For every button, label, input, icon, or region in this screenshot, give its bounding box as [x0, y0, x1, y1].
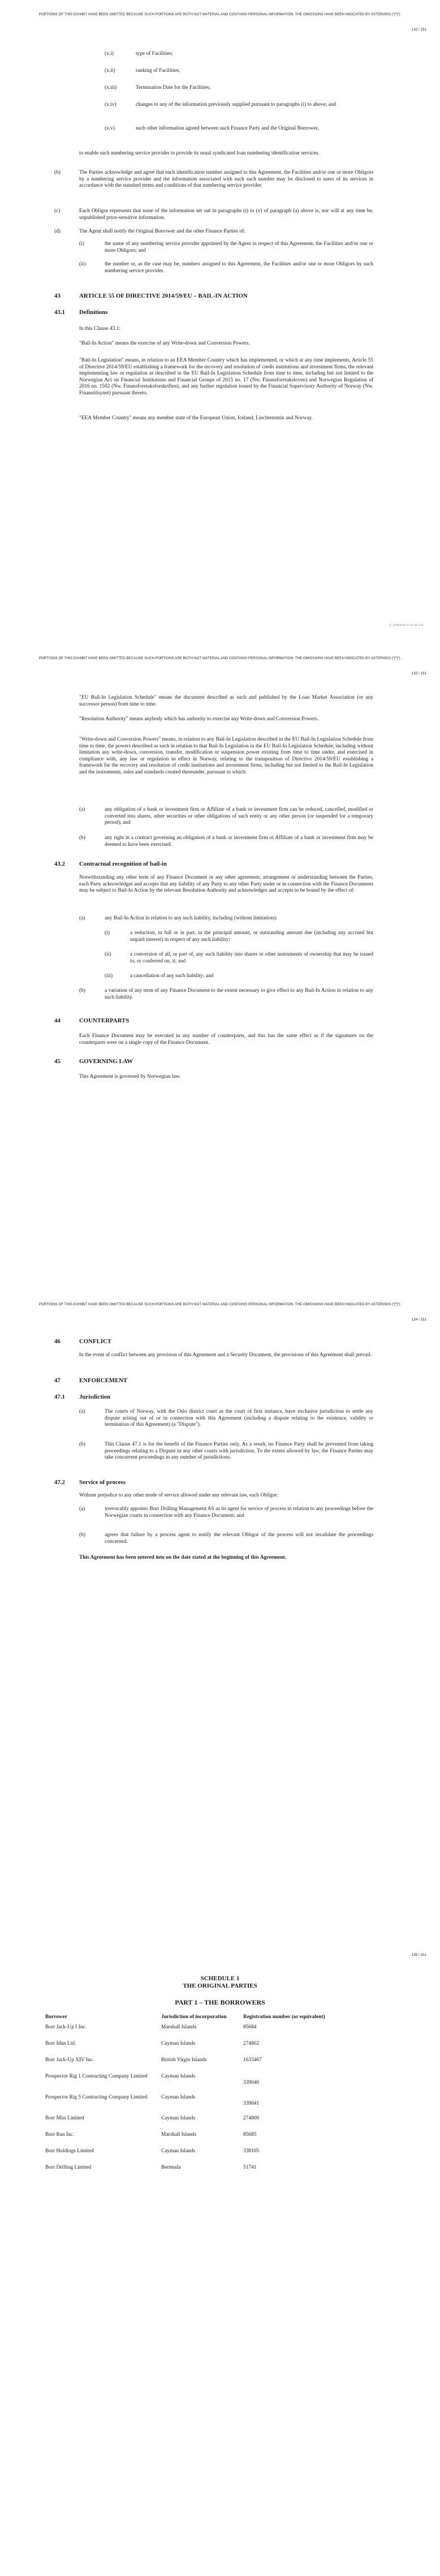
page-number: 134 / 151 [411, 1318, 426, 1322]
part-title: PART 1 – THE BORROWERS [175, 1998, 265, 2006]
paragraph: Without prejudice to any other mode of service allowed under any relevant law, each Obligor: [79, 1493, 279, 1498]
item-label: (x.v) [105, 126, 115, 131]
cell-reg: 338105 [243, 2148, 260, 2154]
col-jurisdiction: Jurisdiction of incorporation [161, 2014, 227, 2020]
borrowers-table [45, 2014, 379, 2181]
section-heading: GOVERNING LAW [79, 1058, 133, 1065]
section-number: 44 [54, 1017, 61, 1024]
cell-borrower: Borr Holdings Limited [45, 2148, 94, 2154]
cell-jurisdiction: Cayman Islands [161, 2115, 196, 2121]
cell-jurisdiction: Bermuda [161, 2165, 181, 2170]
cell-jurisdiction: Cayman Islands [161, 2148, 196, 2154]
table-row [45, 2041, 379, 2057]
closing-statement: This Agreement has been entered into on the date stated at the beginning of this Agreement. [79, 1555, 287, 1560]
item-label: (b) [79, 988, 85, 994]
section-number: 43 [54, 293, 61, 299]
section-number: 47 [54, 1377, 61, 1384]
paragraph: In the event of conflict between any provision of this Agreement and a Security Document, the provisions of this Agreement shall prevail. [79, 1352, 372, 1358]
page-number: 135 / 151 [411, 1953, 426, 1957]
paragraph: The Parties acknowledge and agree that each identification number assigned to this Agreement, the Facilities and/or one or more Obligors by a numbering service provider and the information associated with each such number may be disclosed to users of its services in accordance with the standard terms and conditions of that numbering service provider. [79, 170, 373, 189]
cell-jurisdiction: Marshall Islands [161, 2132, 197, 2138]
cell-reg: 339041 [243, 2101, 260, 2106]
table-row [45, 2165, 379, 2181]
cell-borrower: Borr Jack-Up I Inc. [45, 2024, 87, 2030]
paragraph: a cancellation of any such liability; and [130, 973, 214, 979]
cell-borrower: Prospector Rig 1 Contracting Company Limited [45, 2074, 148, 2079]
section-heading: Jurisdiction [79, 1394, 111, 1400]
section-heading: Definitions [79, 309, 108, 316]
cell-borrower: Borr Idun Ltd. [45, 2041, 76, 2046]
cell-reg: 274802 [243, 2041, 260, 2046]
paragraph: a conversion of all, or part of, any such liability into shares or other instruments of ownership that may be issued to, or conferred on, it; and [130, 952, 373, 964]
footer-ref: [L_0723/24.56.17.22.431-1.0] [389, 623, 423, 626]
cell-borrower: Prospector Rig 5 Contracting Company Limited [45, 2095, 148, 2100]
section-number: 45 [54, 1058, 61, 1065]
page-number: 132 / 151 [411, 28, 426, 32]
confidentiality-banner: PORTIONS OF THIS EXHIBIT HAVE BEEN OMITTED BECAUSE SUCH PORTIONS ARE BOTH NOT MATERIAL AND CONTAINS PERSONAL INFORMATION. THE OMISSIONS HAVE BEEN INDICATED BY ASTERISKS ("[*]"). [38, 656, 402, 660]
page-3 [0, 1290, 440, 1935]
item-text: ranking of Facilities; [136, 68, 180, 74]
definition: "Resolution Authority" means anybody which has authority to exercise any Write-down and Conversion Powers. [79, 716, 319, 722]
table-row [45, 2074, 379, 2095]
cell-jurisdiction: Cayman Islands [161, 2095, 196, 2100]
cell-reg: 1633467 [243, 2057, 262, 2063]
item-text: changes to any of the information previously supplied pursuant to paragraphs (i) to above; and [136, 102, 337, 107]
item-text: type of Facilities; [136, 51, 173, 57]
cell-reg: 274800 [243, 2115, 260, 2121]
item-label: (ii) [79, 261, 86, 267]
cell-borrower: Borr Ran Inc. [45, 2132, 75, 2138]
item-label: (d) [54, 229, 61, 234]
page-2 [0, 645, 440, 1290]
item-label: (b) [79, 1442, 85, 1447]
paragraph: a variation of any term of any Finance Document to the extent necessary to give effect to any Bail-In Action in relation to any such liability. [105, 988, 373, 1000]
table-row [45, 2132, 379, 2148]
cell-jurisdiction: British Virgin Islands [161, 2057, 207, 2063]
col-borrower: Borrower [45, 2014, 67, 2020]
paragraph: Notwithstanding any other term of any Finance Document or any other agreement, arrangement or understanding between the Parties, each Party acknowledges and accepts that any liability of any Party to any other Party under or in connection with the Finance Documents may be subject to Bail-In Action by the relevant Resolution Authority and acknowledges and accepts to be bound by the effect of: [79, 875, 373, 894]
paragraph: any right in a contract governing an obligation of a bank or investment firm or Affiliate of a bank or investment firm may be deemed to have been exercised. [105, 835, 373, 848]
item-label: (b) [79, 835, 85, 841]
item-text: such other information agreed between such Finance Party and the Original Borrower, [136, 126, 319, 131]
item-label: (x.iv) [105, 102, 117, 107]
item-label: (b) [54, 170, 61, 175]
section-heading: Service of process [79, 1479, 126, 1486]
cell-jurisdiction: Cayman Islands [161, 2074, 196, 2079]
item-label: (a) [79, 807, 85, 812]
item-label: (a) [79, 915, 85, 921]
item-label: (i) [79, 241, 84, 247]
definition: "Bail-In Action" means the exercise of any Write-down and Conversion Powers. [79, 341, 250, 346]
confidentiality-banner: PORTIONS OF THIS EXHIBIT HAVE BEEN OMITTED BECAUSE SUCH PORTIONS ARE BOTH NOT MATERIAL AND CONTAINS PERSONAL INFORMATION. THE OMISSIONS HAVE BEEN INDICATED BY ASTERISKS ("[*]"). [38, 1302, 402, 1306]
item-label: (c) [54, 208, 61, 214]
item-label: (iii) [105, 973, 113, 979]
section-number: 43.1 [54, 309, 65, 316]
paragraph: any Bail-In Action in relation to any such liability, including (without limitation): [105, 915, 278, 921]
paragraph: This Agreement is governed by Norwegian law. [79, 1074, 181, 1080]
definition: "EU Bail-In Legislation Schedule" means the document described as such and published by the Loan Market Association (or any successor person) from time to time. [79, 695, 373, 707]
table-row [45, 2095, 379, 2115]
table-row [45, 2024, 379, 2041]
definition: "Write-down and Conversion Powers" means, in relation to any Bail-In Legislation described in the EU Bail-In Legislation Schedule from time to time, the powers described as such in relation to that Bail-In Legislation in the EU Bail-In Legislation Schedule, including without limitation any write-down, conversion, transfer, modification or suspension power existing from time to time under, and exercised in compliance with, any law or regulation in effect in Norway, relating to the transposition of Directive 2014/59/EU establishing a framework for the recovery and resolution of credit institutions and investment firms, including but not limited to the Bail-In Legislation and the instruments, rules and standards created thereunder, pursuant to which: [79, 737, 373, 775]
confidentiality-banner: PORTIONS OF THIS EXHIBIT HAVE BEEN OMITTED BECAUSE SUCH PORTIONS ARE BOTH NOT MATERIAL AND CONTAINS PERSONAL INFORMATION. THE OMISSIONS HAVE BEEN INDICATED BY ASTERISKS ("[*]"). [38, 12, 402, 16]
cell-reg: 51741 [243, 2165, 257, 2170]
page-1 [0, 0, 440, 645]
section-heading: CONFLICT [79, 1338, 111, 1345]
item-label: (x.i) [105, 51, 114, 57]
item-label: (a) [79, 1409, 85, 1414]
cell-reg: 85684 [243, 2024, 257, 2030]
schedule-subtitle: THE ORIGINAL PARTIES [183, 1982, 257, 1989]
item-label: (ii) [105, 952, 111, 957]
paragraph: the name of any numbering service provider appointed by the Agent in respect of this Agreement, the Facilities and/or one or more Obligors; and [105, 241, 373, 253]
item-label: (i) [105, 930, 110, 936]
col-registration: Registration number (or equivalent) [243, 2014, 325, 2020]
paragraph: a reduction, in full or in part, in the principal amount, or outstanding amount due (including any accrued but unpaid interest) in respect of any such liability; [130, 930, 373, 943]
section-heading: ARTICLE 55 OF DIRECTIVE 2014/59/EU – BAIL-IN ACTION [79, 293, 248, 299]
paragraph: Each Obligor represents that none of the information set out in paragraphs (i) to (v) of paragraph (a) above is, nor will at any time be, unpublished price-sensitive information. [79, 208, 373, 221]
cell-reg: 85685 [243, 2132, 257, 2138]
paragraph: Each Finance Document may be executed in any number of counterparts, and this has the same effect as if the signatures on the counterparts were on a single copy of the Finance Document. [79, 1033, 373, 1046]
page-number: 133 / 151 [411, 672, 426, 676]
item-label: (x.ii) [105, 68, 115, 74]
table-header-row [45, 2014, 379, 2024]
section-number: 43.2 [54, 861, 65, 867]
section-heading: ENFORCEMENT [79, 1377, 128, 1384]
cell-jurisdiction: Cayman Islands [161, 2041, 196, 2046]
item-label: (x.iii) [105, 85, 117, 91]
table-row [45, 2115, 379, 2132]
paragraph: to enable such numbering service provider to provide its usual syndicated loan numbering identification services. [79, 150, 320, 156]
paragraph: The courts of Norway, with the Oslo district court as the court of first instance, have exclusive jurisdiction to settle any dispute arising out of or in connection with this Agreement (including a dispute relating to the existence, validity or termination of this Agreement) (a "Dispute"). [105, 1409, 373, 1428]
paragraph: agrees that failure by a process agent to notify the relevant Obligor of the process will not invalidate the proceedings concerned. [105, 1532, 373, 1545]
definition: "EEA Member Country" means any member state of the European Union, Iceland, Liechtenstein and Norway. [79, 415, 313, 421]
cell-reg: 339040 [243, 2080, 260, 2085]
schedule-title: SCHEDULE 1 [200, 1975, 240, 1982]
section-number: 46 [54, 1338, 61, 1345]
item-label: (b) [79, 1532, 85, 1538]
section-heading: COUNTERPARTS [79, 1017, 130, 1024]
cell-jurisdiction: Marshall Islands [161, 2024, 197, 2030]
paragraph: any obligation of a bank or investment firm or Affiliate of a bank or investment firm can be reduced, cancelled, modified or converted into shares, other securities or other obligations of such entity or any other person (or suspended for a temporary period); and [105, 807, 373, 826]
paragraph: In this Clause 43.1: [79, 326, 120, 332]
cell-borrower: Borr Drilling Limited [45, 2165, 92, 2170]
paragraph: This Clause 47.1 is for the benefit of the Finance Parties only. As a result, no Finance Party shall be prevented from taking proceedings relating to a Dispute in any other courts with jurisdiction. To the extent allowed by law, the Finance Parties may take concurrent proceedings in any number of jurisdictions. [105, 1442, 373, 1461]
item-label: (a) [79, 1506, 85, 1512]
item-text: Termination Date for the Facilities; [136, 85, 211, 91]
section-number: 47.2 [54, 1479, 65, 1486]
definition: "Bail-In Legislation" means, in relation to an EEA Member Country which has implemented, or which at any time implements, Article 55 of Directive 2014/59/EU establishing a framework for the recovery and resolution of credit institutions and investment firms, the relevant implementing law or regulation as described in the EU Bail-In Legislation Schedule from time to time, including but not limited to the Norwegian Act on Financial Institutions and Financial Groups of 2015 no. 17 (Nw. Finansforetaksloven) and Norwegian Regulation of 2016 no. 1502 (Nw. Finansforetaksforskriften), and any further regulation issued by the Financial Supervisory Authority of Norway (Nw. Finanstilsynet) pursuant thereto. [79, 358, 373, 396]
paragraph: the number or, as the case may be, numbers assigned to this Agreement, the Facilities and/or one or more Obligors by such numbering service provider. [105, 261, 373, 274]
paragraph: irrevocably appoints Borr Drilling Management AS as its agent for service of process in relation to any proceedings before the Norwegian courts in connection with any Finance Document; and [105, 1506, 373, 1519]
table-row [45, 2057, 379, 2074]
section-number: 47.1 [54, 1394, 65, 1400]
paragraph: The Agent shall notify the Original Borrower and the other Finance Parties of: [79, 229, 245, 234]
table-row [45, 2148, 379, 2165]
cell-borrower: Borr Mist Limited [45, 2115, 84, 2121]
page-4 [0, 1935, 440, 2576]
cell-borrower: Borr Jack-Up XIV Inc. [45, 2057, 94, 2063]
section-heading: Contractual recognition of bail-in [79, 861, 167, 867]
